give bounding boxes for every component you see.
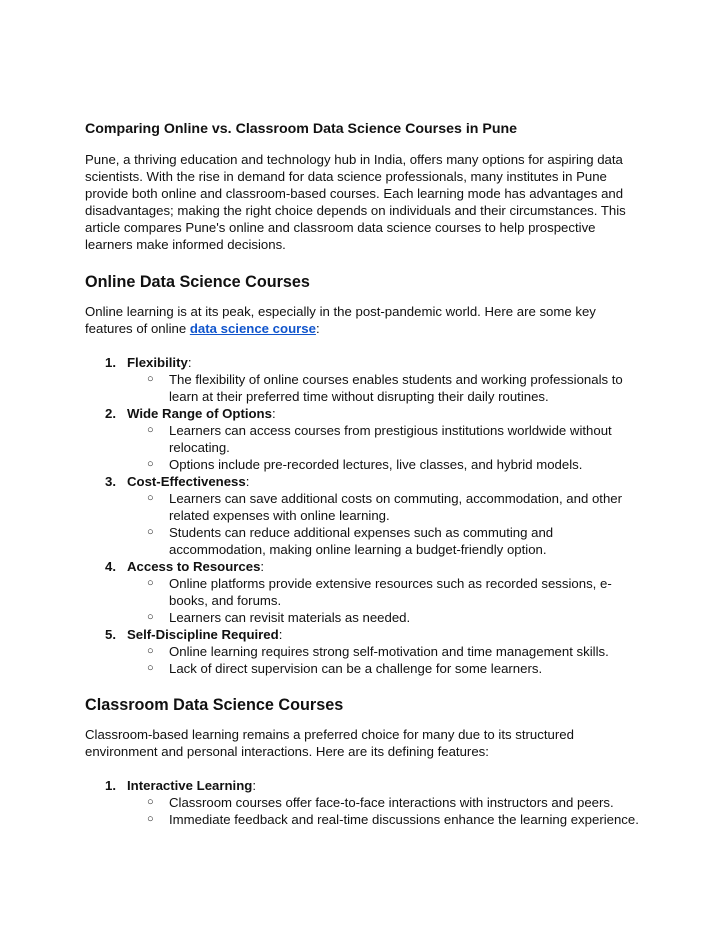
feature-points: [85, 371, 645, 405]
feature-number: 5.: [105, 627, 116, 642]
feature-title: Access to Resources: [127, 559, 261, 574]
feature-item: [85, 473, 645, 558]
feature-point: [127, 811, 645, 828]
feature-point-text: Online learning requires strong self-motivation and time management skills.: [169, 644, 609, 659]
feature-title: Self-Discipline Required: [127, 627, 279, 642]
feature-point-text: Learners can save additional costs on commuting, accommodation, and other related expenses with online learning.: [169, 491, 623, 523]
feature-point-text: Lack of direct supervision can be a challenge for some learners.: [169, 661, 543, 676]
feature-point: [127, 490, 645, 524]
hollow-circle-bullet-icon: ○: [147, 492, 154, 504]
classroom-intro: Classroom-based learning remains a preferred choice for many due to its structured environment and personal interactions. Here are its defining features:: [85, 727, 574, 759]
feature-item: [85, 777, 645, 828]
classroom-features-list: [85, 777, 645, 828]
feature-point-text: Students can reduce additional expenses such as commuting and accommodation, making online learning a budget-friendly option.: [169, 525, 554, 557]
feature-number: 1.: [105, 778, 116, 793]
online-intro-end: :: [315, 321, 320, 336]
feature-points: [85, 643, 645, 677]
feature-point-text: Learners can revisit materials as needed.: [169, 610, 411, 625]
hollow-circle-bullet-icon: ○: [147, 577, 154, 589]
feature-point: [127, 575, 645, 609]
feature-points: [85, 575, 645, 626]
feature-colon: :: [245, 474, 250, 489]
hollow-circle-bullet-icon: ○: [147, 645, 154, 657]
feature-number: 3.: [105, 474, 116, 489]
feature-title: Cost-Effectiveness: [127, 474, 246, 489]
feature-item: [85, 558, 645, 626]
online-intro-text: Online learning is at its peak, especially in the post-pandemic world. Here are some key features of online: [85, 304, 596, 336]
feature-colon: :: [271, 406, 276, 421]
hollow-circle-bullet-icon: ○: [147, 796, 154, 808]
hollow-circle-bullet-icon: ○: [147, 424, 154, 436]
hollow-circle-bullet-icon: ○: [147, 662, 154, 674]
feature-item: [85, 354, 645, 405]
feature-point-text: Options include pre-recorded lectures, live classes, and hybrid models.: [169, 457, 583, 472]
document-page: [85, 121, 645, 828]
hollow-circle-bullet-icon: ○: [147, 458, 154, 470]
feature-number: 1.: [105, 355, 116, 370]
feature-point-text: Classroom courses offer face-to-face interactions with instructors and peers.: [169, 795, 614, 810]
feature-point: [127, 524, 645, 558]
feature-points: [85, 422, 645, 473]
feature-colon: :: [260, 559, 265, 574]
feature-point-text: Online platforms provide extensive resources such as recorded sessions, e-books, and forums.: [169, 576, 612, 608]
hollow-circle-bullet-icon: ○: [147, 526, 154, 538]
feature-item: [85, 405, 645, 473]
online-intro: [85, 303, 645, 337]
online-features-list: [85, 354, 645, 677]
feature-point: [127, 643, 645, 660]
feature-point-text: The flexibility of online courses enables students and working professionals to learn at their preferred time without disrupting their daily routines.: [169, 372, 623, 404]
feature-points: [85, 490, 645, 558]
intro-paragraph: Pune, a thriving education and technology hub in India, offers many options for aspiring data scientists. With the rise in demand for data science professionals, many institutes in Pune provide both online and classroom-based courses. Each learning mode has advantages and disadvantages; making the right choice depends on individuals and their circumstances. This article compares Pune's online and classroom data science courses to help prospective learners make informed decisions.: [85, 152, 626, 252]
hollow-circle-bullet-icon: ○: [147, 813, 154, 825]
feature-title: Flexibility: [127, 355, 188, 370]
feature-colon: :: [278, 627, 283, 642]
data-science-course-link[interactable]: data science course: [189, 321, 316, 336]
classroom-heading: Classroom Data Science Courses: [85, 696, 344, 714]
feature-points: [85, 794, 645, 828]
feature-number: 4.: [105, 559, 116, 574]
feature-point-text: Immediate feedback and real-time discussions enhance the learning experience.: [169, 812, 639, 827]
feature-title: Wide Range of Options: [127, 406, 272, 421]
hollow-circle-bullet-icon: ○: [147, 611, 154, 623]
feature-colon: :: [252, 778, 256, 793]
online-heading: Online Data Science Courses: [85, 273, 310, 291]
feature-point: [127, 794, 645, 811]
feature-point-text: Learners can access courses from prestigious institutions worldwide without relocating.: [169, 423, 612, 455]
feature-item: [85, 626, 645, 677]
feature-point: [127, 609, 645, 626]
feature-point: [127, 422, 645, 456]
feature-colon: :: [187, 355, 192, 370]
doc-title: Comparing Online vs. Classroom Data Science Courses in Pune: [85, 121, 518, 137]
feature-title: Interactive Learning: [127, 778, 253, 793]
feature-point: [127, 660, 645, 677]
feature-number: 2.: [105, 406, 116, 421]
hollow-circle-bullet-icon: ○: [147, 373, 154, 385]
feature-point: [127, 456, 645, 473]
feature-point: [127, 371, 645, 405]
